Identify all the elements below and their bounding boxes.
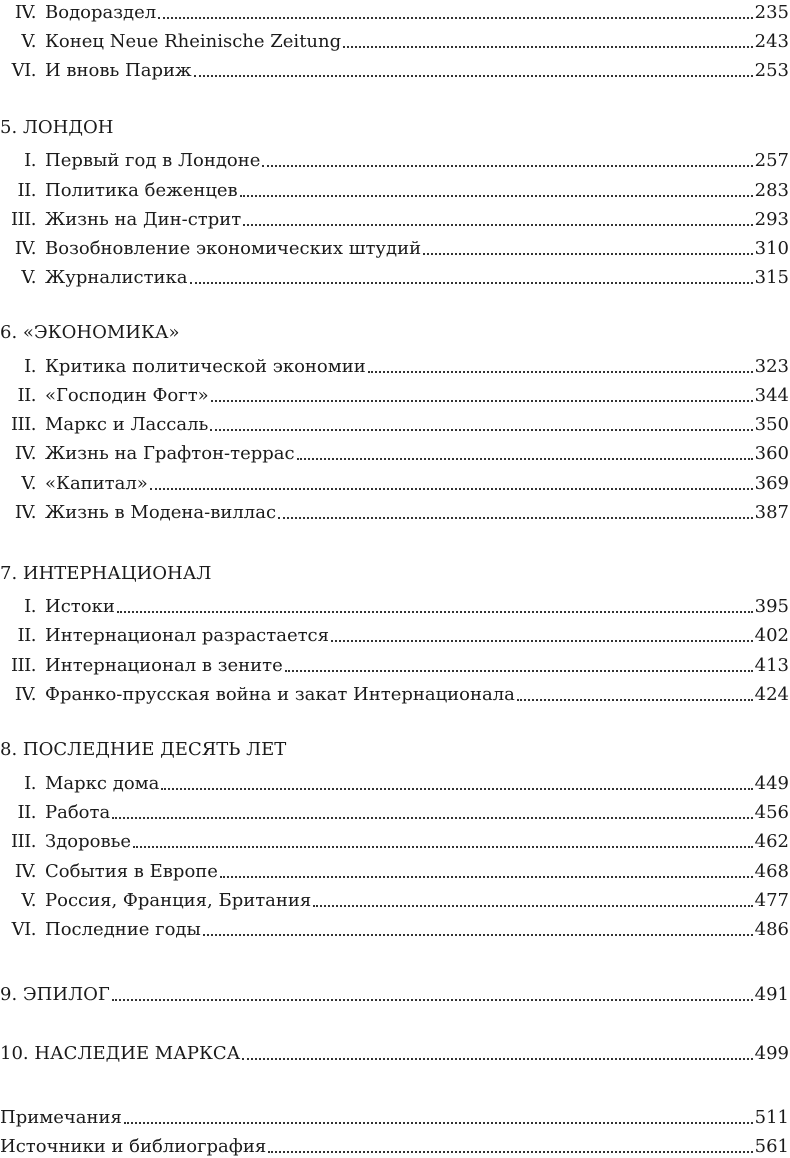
dot-leader bbox=[112, 817, 752, 819]
entry-page: 402 bbox=[754, 625, 789, 646]
entry-numeral: V. bbox=[21, 267, 36, 288]
toc-entry bbox=[0, 794, 790, 824]
entry-title: Первый год в Лондоне bbox=[45, 150, 261, 171]
entry-page: 477 bbox=[754, 890, 789, 911]
toc-entry bbox=[0, 377, 790, 407]
entry-numeral: IV. bbox=[14, 443, 36, 464]
chapter-heading: 6. «ЭКОНОМИКА» bbox=[0, 322, 180, 343]
dot-leader bbox=[133, 846, 753, 848]
entry-title: События в Европе bbox=[45, 861, 218, 882]
dot-leader bbox=[331, 640, 753, 642]
entry-title: И вновь Париж bbox=[45, 60, 192, 81]
entry-title: Работа bbox=[45, 802, 111, 823]
toc-entry bbox=[0, 853, 790, 883]
entry-page: 253 bbox=[754, 60, 789, 81]
entry-numeral: V. bbox=[21, 31, 36, 52]
entry-title: 10. НАСЛЕДИЕ МАРКСА bbox=[0, 1043, 241, 1064]
toc-entry bbox=[0, 142, 790, 172]
dot-leader bbox=[210, 429, 752, 431]
entry-title: Примечания bbox=[0, 1107, 122, 1128]
toc-entry bbox=[0, 0, 790, 24]
entry-numeral: I. bbox=[24, 150, 36, 171]
entry-title: Источники и библиография bbox=[0, 1136, 267, 1157]
entry-title: Здоровье bbox=[45, 831, 132, 852]
entry-title: Возобновление экономических штудий bbox=[45, 238, 422, 259]
entry-numeral: III. bbox=[10, 655, 36, 676]
dot-leader bbox=[203, 934, 753, 936]
entry-page: 310 bbox=[754, 238, 789, 259]
toc-entry bbox=[0, 494, 790, 524]
entry-title: Последние годы bbox=[45, 919, 201, 940]
entry-page: 369 bbox=[754, 473, 789, 494]
dot-leader bbox=[297, 458, 753, 460]
entry-page: 350 bbox=[754, 414, 789, 435]
dot-leader bbox=[278, 517, 753, 519]
entry-numeral: II. bbox=[17, 802, 36, 823]
toc-entry bbox=[0, 765, 790, 795]
entry-numeral: I. bbox=[24, 773, 36, 794]
entry-numeral: I. bbox=[24, 356, 36, 377]
entry-page: 293 bbox=[754, 209, 789, 230]
dot-leader bbox=[150, 488, 753, 490]
toc-backmatter-entry bbox=[0, 1099, 790, 1129]
toc-chapter-entry bbox=[0, 1035, 790, 1065]
entry-numeral: IV. bbox=[14, 238, 36, 259]
toc-entry bbox=[0, 406, 790, 436]
toc-entry bbox=[0, 588, 790, 618]
toc-entry bbox=[0, 617, 790, 647]
toc-entry bbox=[0, 435, 790, 465]
entry-page: 395 bbox=[754, 596, 789, 617]
entry-numeral: III. bbox=[10, 209, 36, 230]
dot-leader bbox=[268, 1151, 752, 1153]
entry-title: Интернационал в зените bbox=[45, 655, 283, 676]
entry-title: 9. ЭПИЛОГ bbox=[0, 984, 110, 1005]
entry-page: 360 bbox=[754, 443, 789, 464]
entry-title: Жизнь в Модена-виллас bbox=[45, 502, 277, 523]
entry-page: 344 bbox=[754, 385, 789, 406]
toc-entry bbox=[0, 259, 790, 289]
entry-numeral: V. bbox=[21, 890, 36, 911]
entry-numeral: III. bbox=[10, 831, 36, 852]
entry-numeral: IV. bbox=[14, 502, 36, 523]
entry-numeral: IV. bbox=[14, 861, 36, 882]
entry-numeral: VI. bbox=[11, 919, 36, 940]
entry-page: 413 bbox=[754, 655, 789, 676]
entry-page: 561 bbox=[754, 1136, 789, 1157]
entry-page: 468 bbox=[754, 861, 789, 882]
entry-page: 491 bbox=[754, 984, 789, 1005]
entry-numeral: VI. bbox=[11, 60, 36, 81]
entry-page: 424 bbox=[754, 684, 789, 705]
entry-page: 499 bbox=[754, 1043, 789, 1064]
entry-page: 323 bbox=[754, 356, 789, 377]
dot-leader bbox=[190, 282, 753, 284]
entry-title: Маркс и Лассаль bbox=[45, 414, 209, 435]
entry-page: 243 bbox=[754, 31, 789, 52]
entry-title: «Господин Фогт» bbox=[45, 385, 209, 406]
toc-entry bbox=[0, 882, 790, 912]
chapter-heading: 5. ЛОНДОН bbox=[0, 117, 114, 138]
dot-leader bbox=[161, 788, 752, 790]
dot-leader bbox=[220, 876, 753, 878]
toc-entry bbox=[0, 647, 790, 677]
entry-title: Водораздел bbox=[45, 2, 157, 23]
toc-entry bbox=[0, 348, 790, 378]
entry-numeral: IV. bbox=[14, 684, 36, 705]
toc-entry bbox=[0, 911, 790, 941]
entry-page: 486 bbox=[754, 919, 789, 940]
entry-page: 462 bbox=[754, 831, 789, 852]
dot-leader bbox=[242, 1058, 752, 1060]
dot-leader bbox=[211, 400, 753, 402]
dot-leader bbox=[240, 195, 753, 197]
entry-numeral: V. bbox=[21, 473, 36, 494]
entry-numeral: I. bbox=[24, 596, 36, 617]
entry-title: Журналистика bbox=[45, 267, 188, 288]
entry-page: 283 bbox=[754, 180, 789, 201]
entry-numeral: II. bbox=[17, 385, 36, 406]
entry-title: Критика политической экономии bbox=[45, 356, 366, 377]
toc-entry bbox=[0, 201, 790, 231]
entry-numeral: III. bbox=[10, 414, 36, 435]
entry-page: 449 bbox=[754, 773, 789, 794]
toc-entry bbox=[0, 465, 790, 495]
entry-page: 315 bbox=[754, 267, 789, 288]
dot-leader bbox=[117, 611, 753, 613]
toc-entry bbox=[0, 230, 790, 260]
entry-title: Политика беженцев bbox=[45, 180, 238, 201]
chapter-heading: 8. ПОСЛЕДНИЕ ДЕСЯТЬ ЛЕТ bbox=[0, 739, 287, 760]
entry-numeral: IV. bbox=[14, 2, 36, 23]
entry-page: 235 bbox=[754, 2, 789, 23]
entry-title: Франко-прусская война и закат Интернационала bbox=[45, 684, 515, 705]
entry-page: 456 bbox=[754, 802, 789, 823]
toc-entry bbox=[0, 172, 790, 202]
toc-chapter-entry bbox=[0, 976, 790, 1006]
toc-entry bbox=[0, 52, 790, 82]
dot-leader bbox=[158, 17, 752, 19]
entry-page: 387 bbox=[754, 502, 789, 523]
dot-leader bbox=[423, 253, 753, 255]
dot-leader bbox=[517, 699, 753, 701]
dot-leader bbox=[285, 670, 753, 672]
toc-entry bbox=[0, 23, 790, 53]
dot-leader bbox=[194, 75, 753, 77]
entry-title: Жизнь на Дин-стрит bbox=[45, 209, 242, 230]
dot-leader bbox=[313, 905, 752, 907]
dot-leader bbox=[368, 371, 753, 373]
toc-entry bbox=[0, 676, 790, 706]
entry-page: 257 bbox=[754, 150, 789, 171]
entry-title: Интернационал разрастается bbox=[45, 625, 329, 646]
dot-leader bbox=[343, 46, 753, 48]
toc-backmatter-entry bbox=[0, 1128, 790, 1158]
entry-title: Конец Neue Rheinische Zeitung bbox=[45, 31, 342, 52]
dot-leader bbox=[112, 999, 753, 1001]
toc-entry bbox=[0, 823, 790, 853]
entry-title: Россия, Франция, Британия bbox=[45, 890, 312, 911]
entry-page: 511 bbox=[754, 1107, 789, 1128]
entry-numeral: II. bbox=[17, 625, 36, 646]
entry-title: «Капитал» bbox=[45, 473, 148, 494]
dot-leader bbox=[124, 1122, 753, 1124]
entry-numeral: II. bbox=[17, 180, 36, 201]
dot-leader bbox=[262, 165, 752, 167]
entry-title: Маркс дома bbox=[45, 773, 160, 794]
entry-title: Истоки bbox=[45, 596, 115, 617]
chapter-heading: 7. ИНТЕРНАЦИОНАЛ bbox=[0, 563, 212, 584]
entry-title: Жизнь на Графтон-террас bbox=[45, 443, 295, 464]
dot-leader bbox=[243, 224, 752, 226]
